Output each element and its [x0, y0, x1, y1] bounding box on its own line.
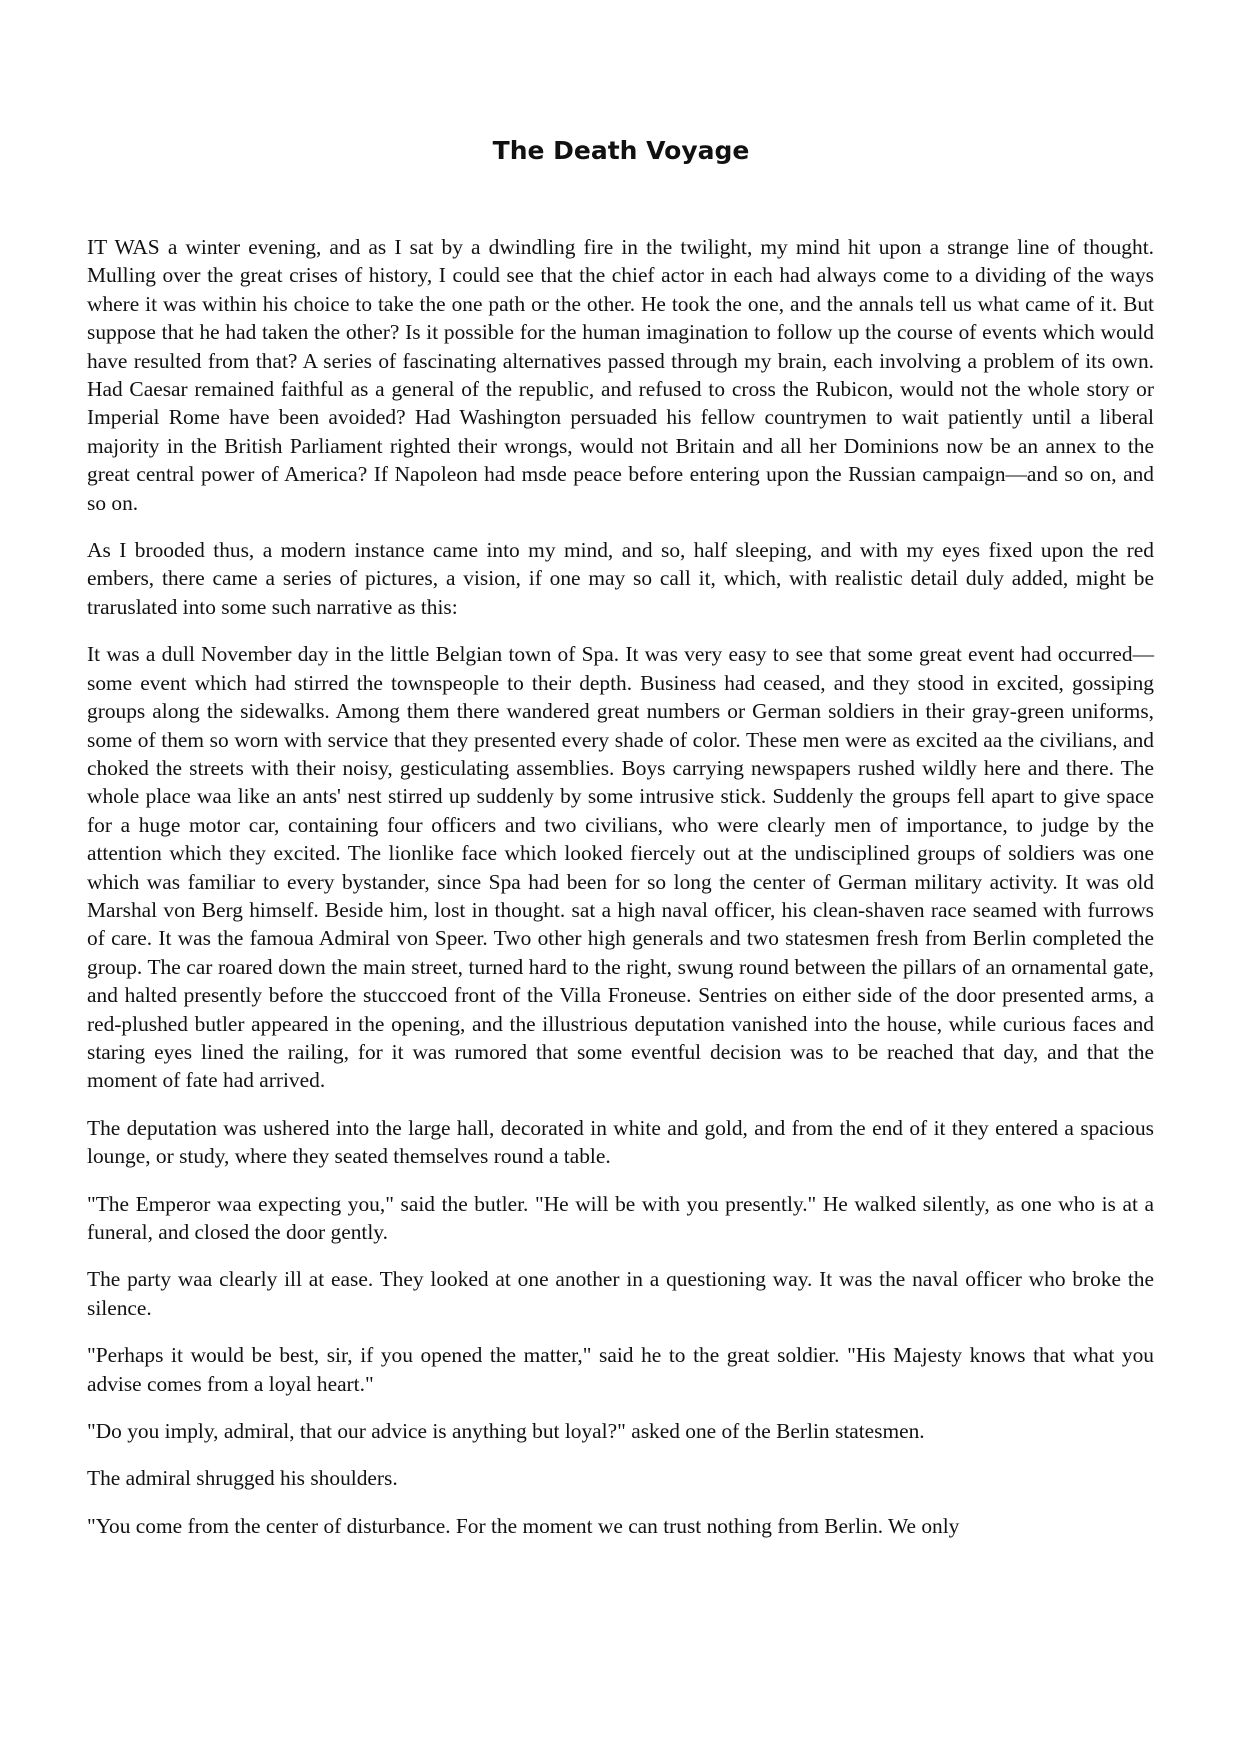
paragraph: The party waa clearly ill at ease. They looked at one another in a questioning way. It was the naval officer who broke the silence.	[87, 1267, 1154, 1320]
paragraph: The deputation was ushered into the large hall, decorated in white and gold, and from the end of it they entered a spacious lounge, or study, where they seated themselves round a table.	[87, 1115, 1154, 1169]
paragraph: As I brooded thus, a modern instance came into my mind, and so, half sleeping, and with my eyes fixed upon the red embers, there came a series of pictures, a vision, if one may so call it, which, with realistic detail duly added, might be traruslated into some such narrative as this:	[87, 538, 1154, 619]
paragraph: "Do you imply, admiral, that our advice is anything but loyal?" asked one of the Berlin statesmen.	[87, 1419, 925, 1444]
paragraph: "Perhaps it would be best, sir, if you opened the matter," said he to the great soldier. "His Majesty knows that what you advise comes from a loyal heart."	[87, 1343, 1154, 1396]
document-body	[87, 233, 1154, 1559]
paragraph: The admiral shrugged his shoulders.	[87, 1466, 398, 1491]
paragraph: IT WAS a winter evening, and as I sat by a dwindling fire in the twilight, my mind hit upon a strange line of thought. Mulling over the great crises of history, I could see that the chief actor in each had always come to a dividing of the ways where it was within his choice to take the one path or the other. He took the one, and the annals tell us what came of it. But suppose that he had taken the other? Is it possible for the human imagination to follow up the course of events which would have resulted from that? A series of fascinating alternatives passed through my brain, each involving a problem of its own. Had Caesar remained faithful as a general of the republic, and refused to cross the Rubicon, would not the whole story or Imperial Rome have been avoided? Had Washington persuaded his fellow countrymen to wait patiently until a liberal majority in the British Parliament righted their wrongs, would not Britain and all her Dominions now be an annex to the great central power of America? If Napoleon had msde peace before entering upon the Russian campaign—and so on, and so on.	[87, 235, 1154, 515]
paragraph: "You come from the center of disturbance. For the moment we can trust nothing from Berlin. We only	[87, 1513, 960, 1538]
document-title: The Death Voyage	[492, 136, 750, 165]
paragraph: It was a dull November day in the little Belgian town of Spa. It was very easy to see that some great event had occurred—some event which had stirred the townspeople to their depth. Business had ceased, and they stood in excited, gossiping groups along the sidewalks. Among them there wandered great numbers or German soldiers in their gray-green uniforms, some of them so worn with service that they presented every shade of color. These men were as excited aa the civilians, and choked the streets with their noisy, gesticulating assemblies. Boys carrying newspapers rushed wildly here and there. The whole place waa like an ants' nest stirred up suddenly by some intrusive stick. Suddenly the groups fell apart to give space for a huge motor car, containing four officers and two civilians, who were clearly men of importance, to judge by the attention which they excited. The lionlike face which looked fiercely out at the undisciplined groups of soldiers was one which was familiar to every bystander, since Spa had been for so long the center of German military activity. It was old Marshal von Berg himself. Beside him, lost in thought. sat a high naval officer, his clean-shaven race seamed with furrows of care. It was the famoua Admiral von Speer. Two other high generals and two statesmen fresh from Berlin completed the group. The car roared down the main street, turned hard to the right, swung round between the pillars of an ornamental gate, and halted presently before the stucccoed front of the Villa Froneuse. Sentries on either side of the door presented arms, a red-plushed butler appeared in the opening, and the illustrious deputation vanished into the house, while curious faces and staring eyes lined the railing, for it was rumored that some eventful decision was to be reached that day, and that the moment of fate had arrived.	[87, 642, 1154, 1093]
paragraph: "The Emperor waa expecting you," said the butler. "He will be with you presently." He walked silently, as one who is at a funeral, and closed the door gently.	[87, 1191, 1154, 1244]
